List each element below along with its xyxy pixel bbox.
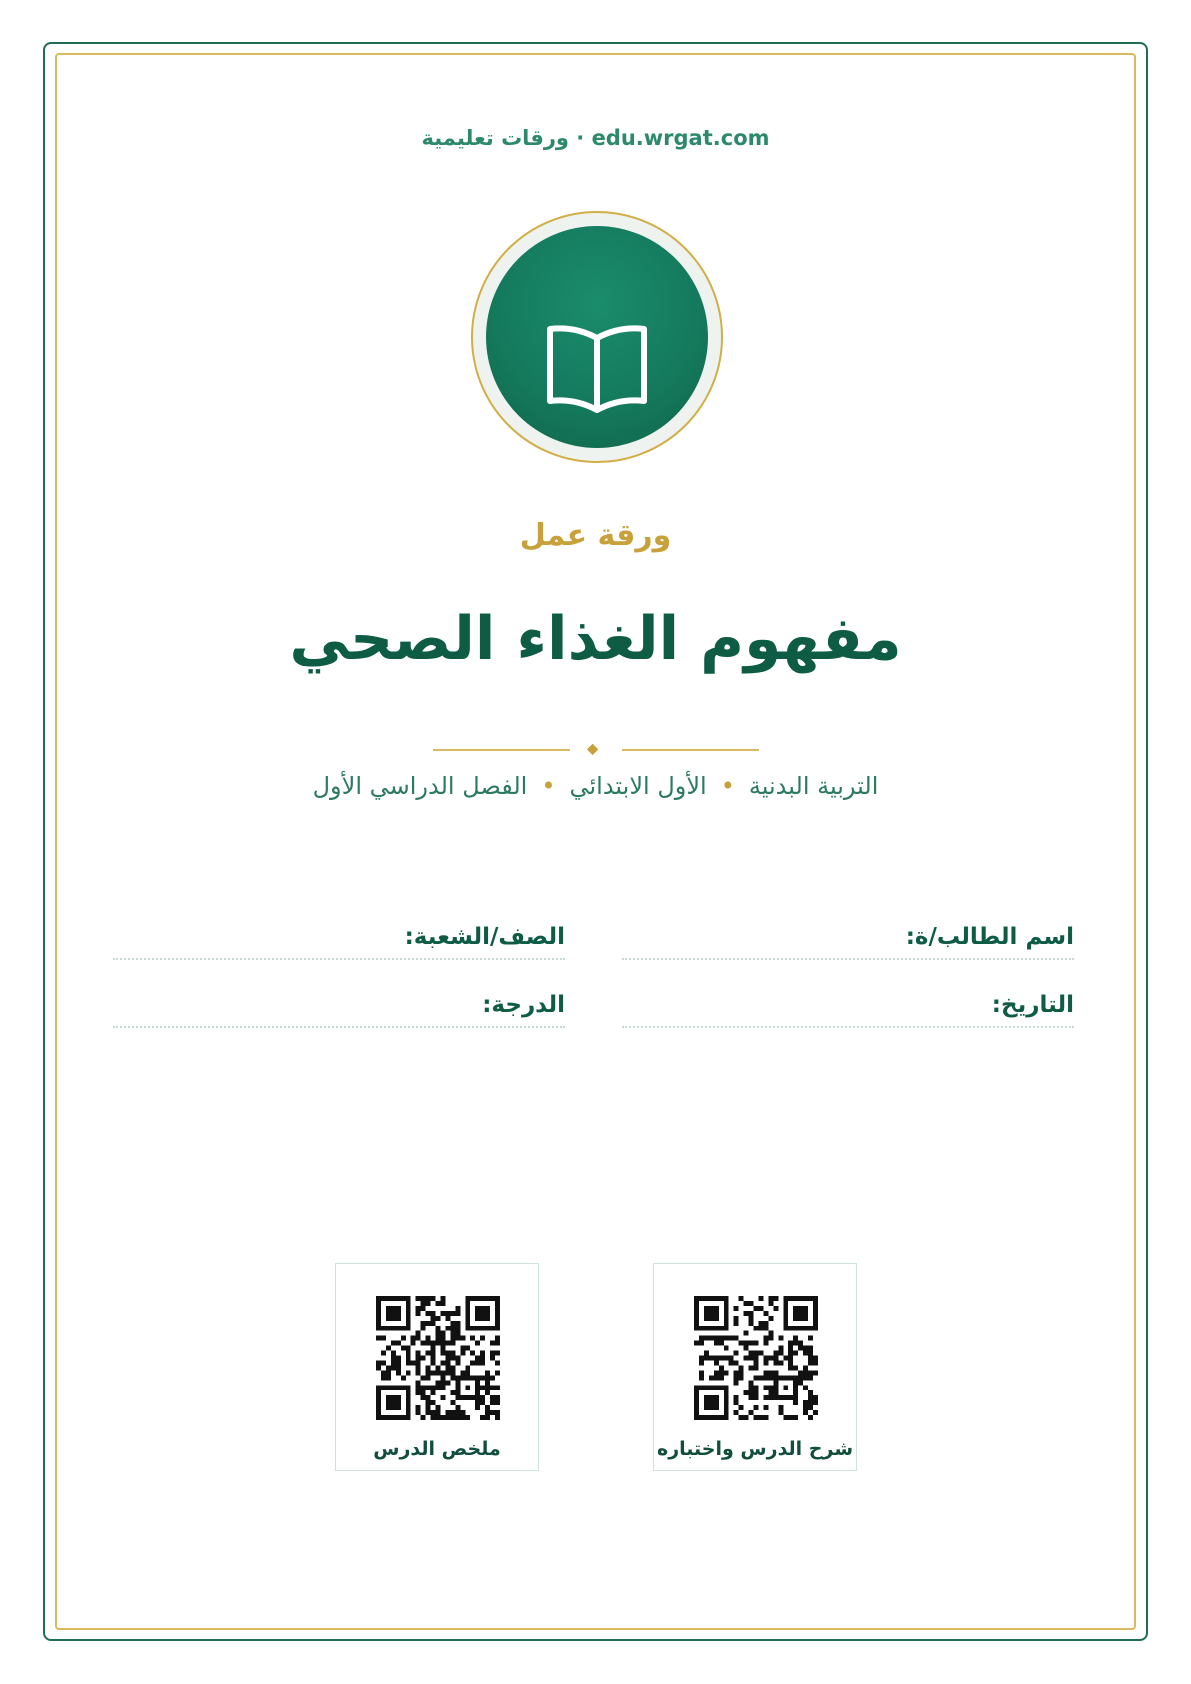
meta-term: الفصل الدراسي الأول — [312, 772, 528, 800]
qr-code-icon — [376, 1296, 500, 1420]
date-field[interactable]: التاريخ: — [622, 992, 1074, 1028]
meta-separator: • — [720, 772, 735, 800]
site-line: edu.wrgat.com · ورقات تعليمية — [421, 126, 770, 150]
qr-code-icon — [694, 1296, 818, 1420]
meta-subject: التربية البدنية — [748, 772, 879, 800]
qr-caption: شرح الدرس واختباره — [656, 1438, 854, 1460]
meta-grade: الأول الابتدائي — [569, 772, 707, 800]
class-section-field[interactable]: الصف/الشعبة: — [113, 924, 565, 960]
qr-caption: ملخص الدرس — [373, 1438, 501, 1460]
meta-line — [0, 772, 1191, 800]
open-book-icon — [486, 226, 708, 448]
page-title: مفهوم الغذاء الصحي — [289, 604, 902, 674]
emblem — [486, 226, 708, 448]
student-name-field[interactable]: اسم الطالب/ة: — [622, 924, 1074, 960]
qr-card-explanation[interactable] — [653, 1263, 857, 1471]
grade-field[interactable]: الدرجة: — [113, 992, 565, 1028]
ornament-divider — [433, 744, 759, 756]
qr-card-summary[interactable] — [335, 1263, 539, 1471]
meta-separator: • — [541, 772, 556, 800]
worksheet-kicker: ورقة عمل — [519, 518, 672, 553]
